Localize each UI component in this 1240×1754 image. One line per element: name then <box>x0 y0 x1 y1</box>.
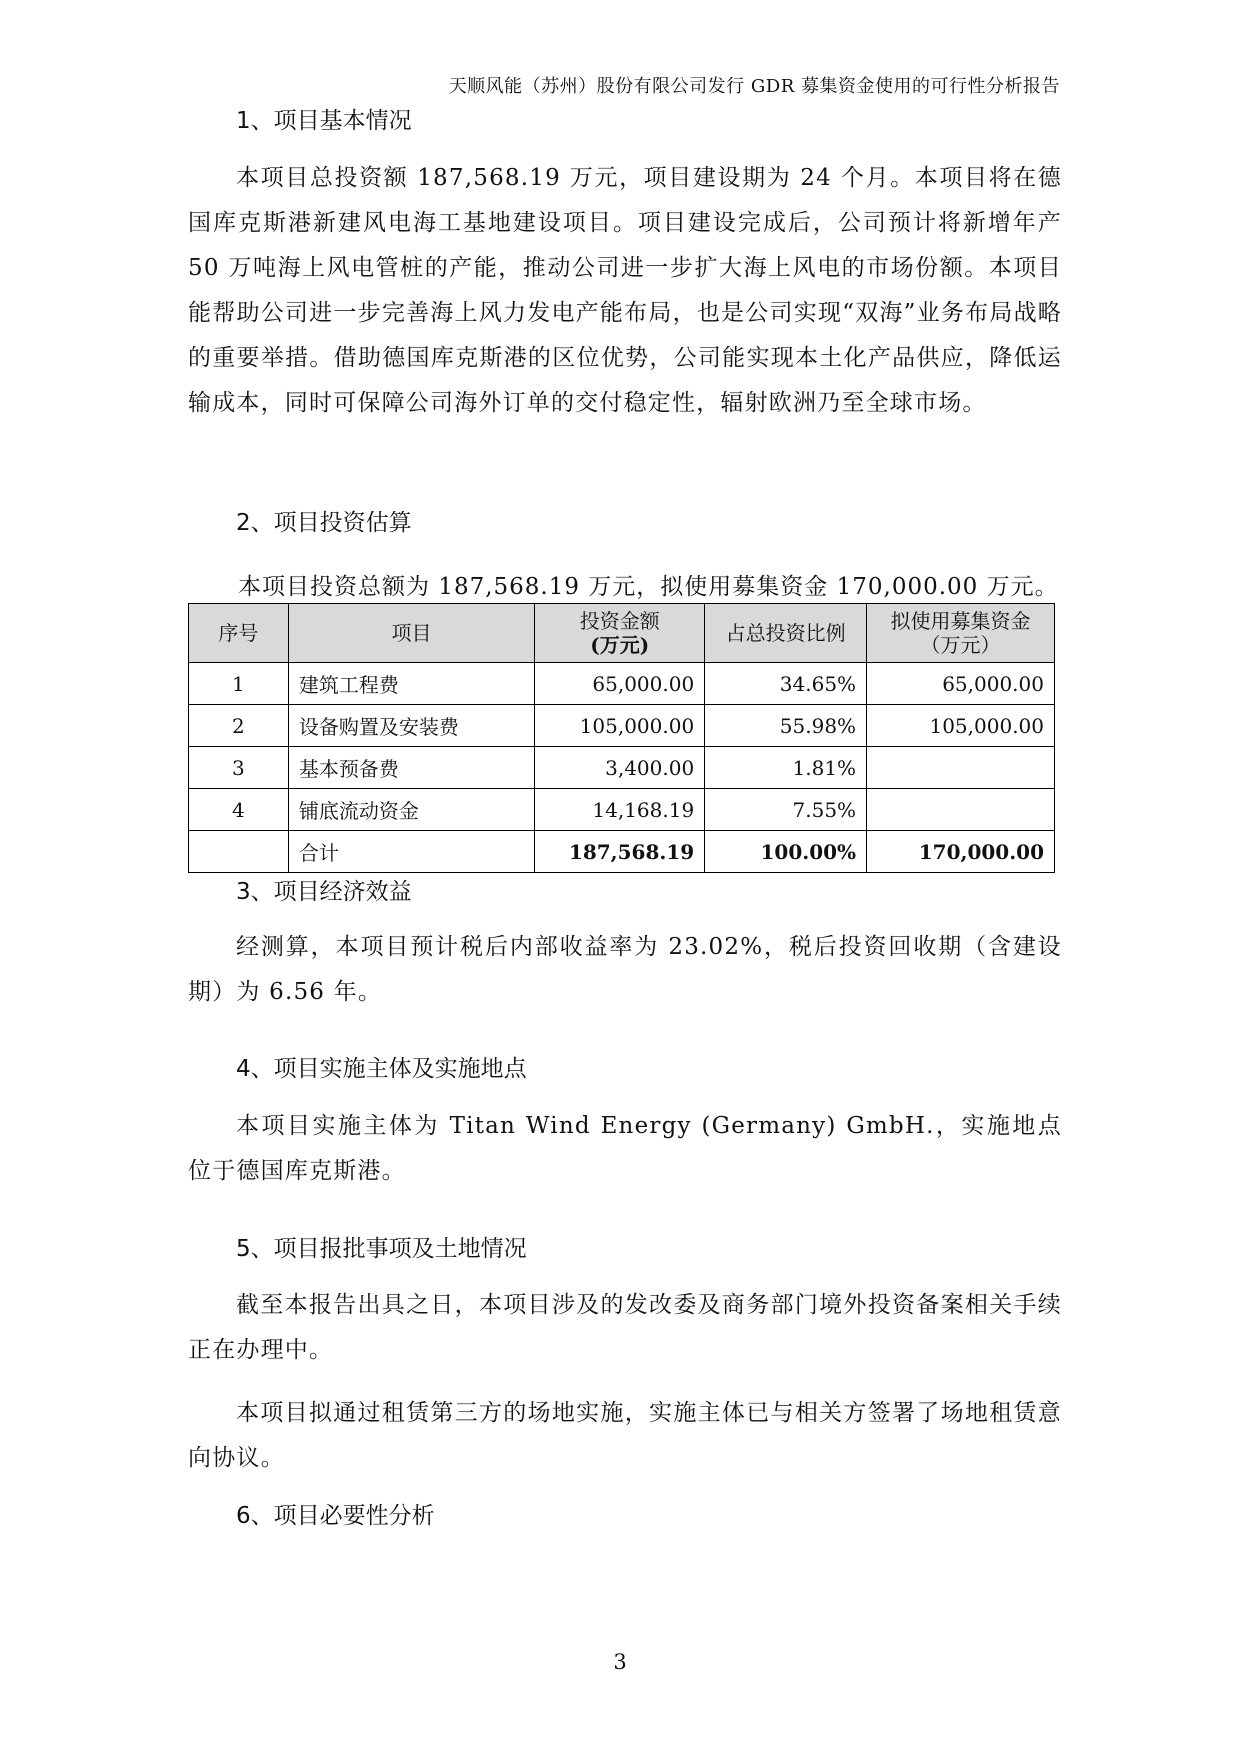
section-heading-3: 3、项目经济效益 <box>236 879 412 905</box>
row-amount: 105,000.00 <box>535 705 705 747</box>
row-amount: 65,000.00 <box>535 663 705 705</box>
table-row <box>189 663 1055 705</box>
section-heading-4: 4、项目实施主体及实施地点 <box>236 1056 527 1082</box>
row-amount: 3,400.00 <box>535 747 705 789</box>
row-raised <box>867 747 1055 789</box>
document-header: 天顺风能（苏州）股份有限公司发行 GDR 募集资金使用的可行性分析报告 <box>448 76 1060 97</box>
row-no: 2 <box>189 705 289 747</box>
row-ratio: 1.81% <box>705 747 867 789</box>
row-item: 建筑工程费 <box>288 663 534 705</box>
row-no: 1 <box>189 663 289 705</box>
row-ratio: 7.55% <box>705 789 867 831</box>
section-4-paragraph: 本项目实施主体为 Titan Wind Energy (Germany) GmbH.，实施地点位于德国库克斯港。 <box>188 1113 1062 1184</box>
header-amount-label: 投资金额 <box>579 609 660 633</box>
row-item: 铺底流动资金 <box>288 789 534 831</box>
header-raised <box>867 604 1055 663</box>
table-caption: 本项目投资总额为 187,568.19 万元，拟使用募集资金 170,000.00 万元。 <box>238 574 1059 600</box>
total-no <box>189 831 289 873</box>
row-amount: 14,168.19 <box>535 789 705 831</box>
header-raised-unit: （万元） <box>920 633 1001 657</box>
section-1-paragraph: 本项目总投资额 187,568.19 万元，项目建设期为 24 个月。本项目将在德国库克斯港新建风电海工基地建设项目。项目建设完成后，公司预计将新增年产 50 万吨海上风电管桩的产能，推动公司进一步扩大海上风电的市场份额。本项目能帮助公司进一步完善海上风力发电产能布局，也是公司实现“双海”业务布局战略的重要举措。借助德国库克斯港的区位优势，公司能实现本土化产品供应，降低运输成本，同时可保障公司海外订单的交付稳定性，辐射欧洲乃至全球市场。 <box>188 165 1062 416</box>
section-heading-5: 5、项目报批事项及土地情况 <box>236 1236 527 1262</box>
page-number: 3 <box>613 1650 627 1674</box>
investment-table <box>188 603 1055 873</box>
total-amount: 187,568.19 <box>535 831 705 873</box>
total-raised: 170,000.00 <box>867 831 1055 873</box>
section-5-paragraph-2: 本项目拟通过租赁第三方的场地实施，实施主体已与相关方签署了场地租赁意向协议。 <box>188 1400 1062 1471</box>
row-item: 设备购置及安装费 <box>288 705 534 747</box>
row-ratio: 34.65% <box>705 663 867 705</box>
row-item: 基本预备费 <box>288 747 534 789</box>
section-heading-1: 1、项目基本情况 <box>236 108 412 134</box>
row-no: 3 <box>189 747 289 789</box>
section-heading-6: 6、项目必要性分析 <box>236 1503 435 1529</box>
header-no: 序号 <box>189 604 289 663</box>
row-raised: 65,000.00 <box>867 663 1055 705</box>
table-row <box>189 705 1055 747</box>
row-raised <box>867 789 1055 831</box>
row-ratio: 55.98% <box>705 705 867 747</box>
table-total-row <box>189 831 1055 873</box>
total-ratio: 100.00% <box>705 831 867 873</box>
header-ratio: 占总投资比例 <box>705 604 867 663</box>
header-raised-label: 拟使用募集资金 <box>890 609 1031 633</box>
table-header-row <box>189 604 1055 663</box>
row-no: 4 <box>189 789 289 831</box>
header-amount-unit: (万元) <box>590 633 650 657</box>
table-row <box>189 789 1055 831</box>
total-label: 合计 <box>288 831 534 873</box>
section-3-paragraph: 经测算，本项目预计税后内部收益率为 23.02%，税后投资回收期（含建设期）为 6.56 年。 <box>188 934 1062 1005</box>
row-raised: 105,000.00 <box>867 705 1055 747</box>
header-amount <box>535 604 705 663</box>
section-heading-2: 2、项目投资估算 <box>236 510 412 536</box>
header-item: 项目 <box>288 604 534 663</box>
section-5-paragraph-1: 截至本报告出具之日，本项目涉及的发改委及商务部门境外投资备案相关手续正在办理中。 <box>188 1292 1062 1363</box>
table-row <box>189 747 1055 789</box>
